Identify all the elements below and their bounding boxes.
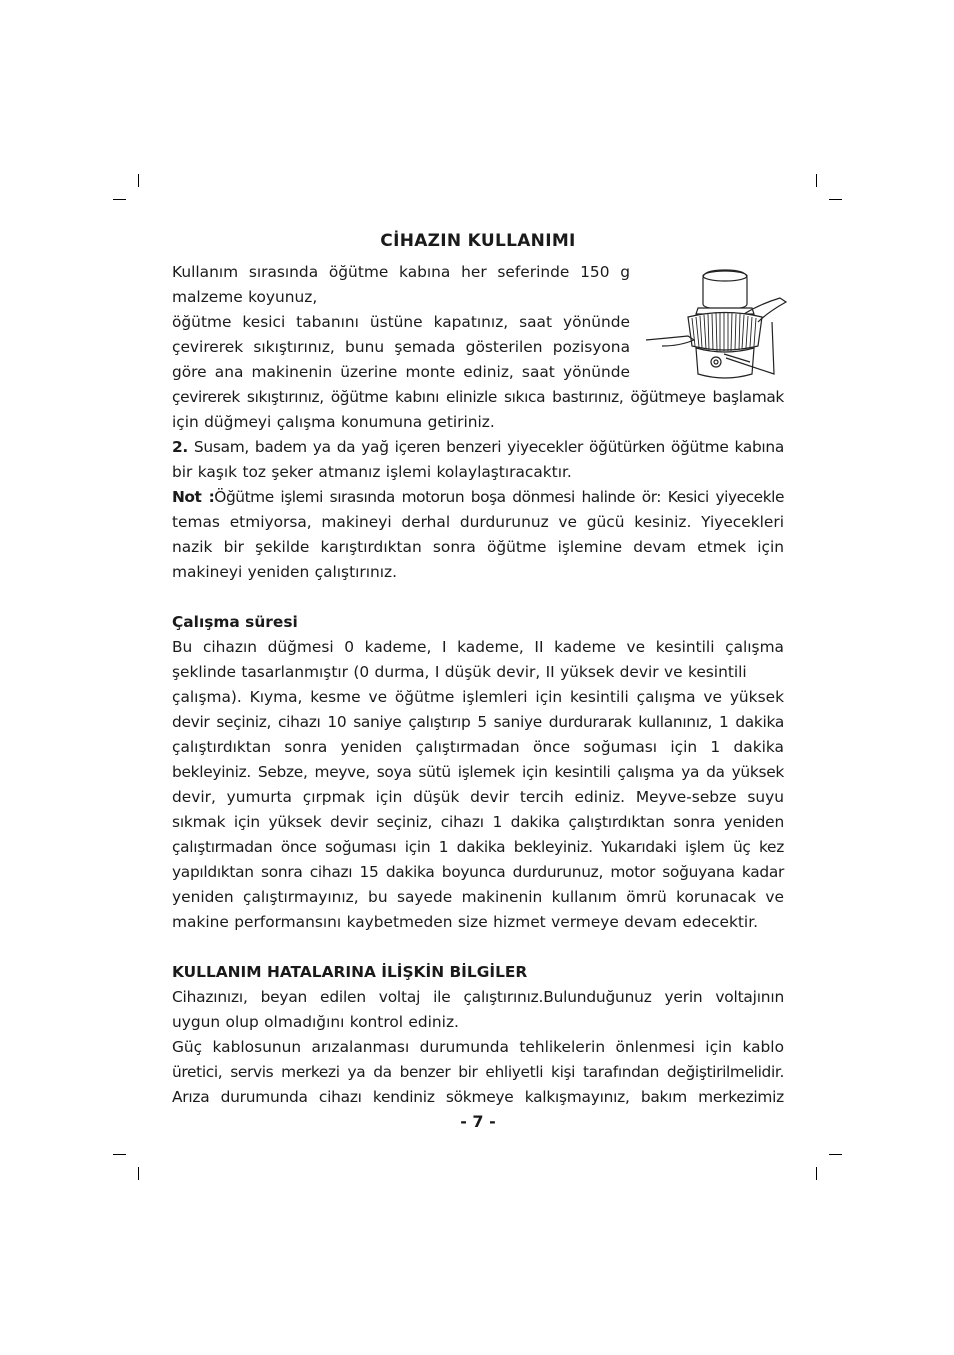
item-2-label: 2.: [172, 438, 188, 456]
page-number: - 7 -: [460, 1112, 496, 1131]
section3-line-3: Güç kablosunun arızalanması durumunda tehlikelerin önlenmesi için kablo: [172, 1038, 784, 1056]
crop-mark-bottom-right-h: [829, 1154, 842, 1155]
section2-line-7: devir, yumurta çırpmak için düşük devir tercih ediniz. Meyve-sebze suyu: [172, 788, 784, 806]
crop-mark-top-right-h: [829, 199, 842, 200]
note-line-2: temas etmiyorsa, makineyi derhal durdurunuz ve gücü kesiniz. Yiyecekleri: [172, 513, 784, 531]
section2-line-2: şeklinde tasarlanmıştır (0 durma, I düşük devir, II yüksek devir ve kesintili: [172, 663, 747, 681]
section2-line-8: sıkmak için yüksek devir seçiniz, cihazı 1 dakika çalıştırdıktan sonra yeniden: [172, 813, 784, 831]
grinder-illustration: [640, 262, 790, 386]
intro-line-6: çevirerek sıkıştırınız, öğütme kabını elinizle sıkıca bastırınız, öğütmeye başlamak: [172, 388, 784, 406]
intro-line-1: Kullanım sırasında öğütme kabına her seferinde 150 g: [172, 263, 630, 281]
intro-line-3: öğütme kesici tabanını üstüne kapatınız, saat yönünde: [172, 313, 630, 331]
section2-line-4: devir seçiniz, cihazı 10 saniye çalıştırıp 5 saniye durdurarak kullanınız, 1 dakika: [172, 713, 784, 731]
crop-mark-bottom-left-h: [113, 1154, 126, 1155]
note-line-1: [172, 485, 784, 510]
note-label: Not :: [172, 488, 215, 506]
section2-line-11: yeniden çalıştırmayınız, bu sayede makinenin kullanım ömrü korunacak ve: [172, 888, 784, 906]
section2-line-1: Bu cihazın düğmesi 0 kademe, I kademe, II kademe ve kesintili çalışma: [172, 638, 784, 656]
crop-mark-bottom-left-v: [138, 1167, 139, 1180]
note-line-3: nazik bir şekilde karıştırdıktan sonra öğütme işlemine devam etmek için: [172, 538, 784, 556]
section2-line-9: çalıştırmadan önce soğuması için 1 dakika bekleyiniz. Yukarıdaki işlem üç kez: [172, 838, 784, 856]
page-title: CİHAZIN KULLANIMI: [380, 231, 576, 251]
intro-line-5: göre ana makinenin üzerine monte ediniz, saat yönünde: [172, 363, 630, 381]
section3-line-1: Cihazınızı, beyan edilen voltaj ile çalıştırınız.Bulunduğunuz yerin voltajının: [172, 988, 784, 1006]
intro-line-2: malzeme koyunuz,: [172, 288, 318, 306]
intro-line-4: çevirerek sıkıştırınız, bunu şemada gösterilen pozisyona: [172, 338, 630, 356]
intro-line-7: için düğmeyi çalışma konumuna getiriniz.: [172, 413, 495, 431]
item-2-line-1: [172, 435, 784, 460]
item-2-line-2: bir kaşık toz şeker atmanız işlemi kolaylaştıracaktır.: [172, 463, 572, 481]
crop-mark-top-left-h: [113, 199, 126, 200]
section2-line-12: makine performansını kaybetmeden size hizmet vermeye devam edecektir.: [172, 913, 759, 931]
item-2-text: Susam, badem ya da yağ içeren benzeri yiyecekler öğütürken öğütme kabına: [193, 438, 784, 456]
section2-line-3: çalışma). Kıyma, kesme ve öğütme işlemleri için kesintili çalışma ve yüksek: [172, 688, 784, 706]
note-text: Öğütme işlemi sırasında motorun boşa dönmesi halinde ör: Kesici yiyecekle: [214, 488, 784, 506]
section3-line-5: Arıza durumunda cihazı kendiniz sökmeye kalkışmayınız, bakım merkezimiz: [172, 1088, 784, 1106]
crop-mark-top-left-v: [138, 174, 139, 187]
crop-mark-bottom-right-v: [816, 1167, 817, 1180]
section3-line-4: üretici, servis merkezi ya da benzer bir ehliyetli kişi tarafından değiştirilmelidir.: [172, 1063, 784, 1081]
section3-line-2: uygun olup olmadığını kontrol ediniz.: [172, 1013, 459, 1031]
section2-line-10: yapıldıktan sonra cihazı 15 dakika boyunca durdurunuz, motor soğuyana kadar: [172, 863, 784, 881]
section2-line-5: çalıştırdıktan sonra yeniden çalıştırmadan önce soğuması için 1 dakika: [172, 738, 784, 756]
crop-mark-top-right-v: [816, 174, 817, 187]
section2-line-6: bekleyiniz. Sebze, meyve, soya sütü işlemek için kesintili çalışma ya da yüksek: [172, 763, 784, 781]
section-heading-operating-time: Çalışma süresi: [172, 613, 298, 631]
section-heading-usage-errors: KULLANIM HATALARINA İLİŞKİN BİLGİLER: [172, 963, 528, 981]
note-line-4: makineyi yeniden çalıştırınız.: [172, 563, 397, 581]
